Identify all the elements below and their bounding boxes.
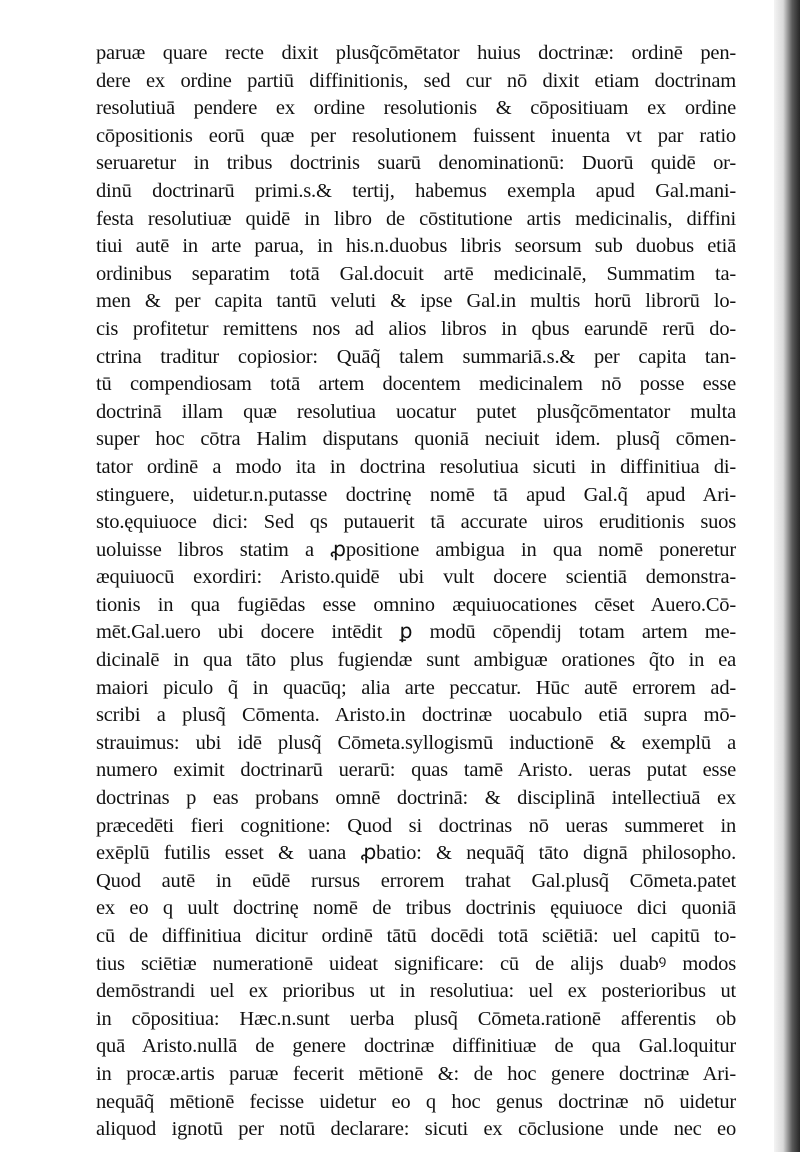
text-line: in procæ.artis paruæ fecerit mētionē &: de hoc genere doctrinæ Ari-: [96, 1062, 736, 1085]
text-line: stinguere, uidetur.n.putasse doctrinę nomē tā apud Gal.q̃ apud Ari-: [96, 483, 736, 506]
text-line: in cōpositiua: Hæc.n.sunt uerba plusq̃ Cōmeta.rationē afferentis ob: [96, 1007, 736, 1030]
text-line: maiori piculo q̃ in quacūq; alia arte peccatur. Hūc autē errorem ad-: [96, 676, 736, 699]
text-line: resolutiuā pendere ex ordine resolutionis & cōpositiuam ex ordine: [96, 97, 736, 120]
text-line: præcedēti fieri cognitione: Quod si doctrinas nō ueras summeret in: [96, 814, 736, 837]
text-line: seruaretur in tribus doctrinis suarū denominationū: Duorū quidē or-: [96, 152, 736, 175]
text-line: nequāq̃ mētionē fecisse uidetur eo q hoc genus doctrinæ nō uidetur: [96, 1090, 736, 1113]
text-line: super hoc cōtra Halim disputans quoniā neciuit idem. plusq̃ cōmen-: [96, 428, 736, 451]
text-line: cis profitetur remittens nos ad alios libros in qbus earundē rerū do-: [96, 317, 736, 340]
text-line: doctrinas p eas probans omnē doctrinā: & disciplinā intellectiuā ex: [96, 787, 736, 810]
text-line: exēplū futilis esset & uana ꝓbatio: & nequāq̃ tāto dignā philosopho.: [96, 842, 736, 865]
text-line: cū de diffinitiua dicitur ordinē tātū docēdi totā sciētiā: uel capitū to-: [96, 925, 736, 947]
text-line: ordinibus separatim totā Gal.docuit artē medicinalē, Summatim ta-: [96, 262, 736, 285]
text-line: numero eximit doctrinarū uerarū: quas tamē Aristo. ueras putat esse: [96, 759, 736, 782]
text-line: tiui autē in arte parua, in his.n.duobus libris seorsum sub duobus etiā: [96, 235, 736, 258]
text-line: paruæ quare recte dixit plusq̃cōmētator huius doctrinæ: ordinē pen-: [96, 42, 736, 64]
text-line: sto.ęquiuoce dici: Sed qs putauerit tā accurate uiros eruditionis suos: [96, 511, 736, 534]
text-line: tius sciētiæ numerationē uideat significare: cū de alijs duabꝰ modos: [96, 952, 736, 975]
text-line: ex eo q uult doctrinę nomē de tribus doctrinis ęquiuoce dici quoniā: [96, 897, 736, 920]
text-line: festa resolutiuæ quidē in libro de cōstitutione artis medicinalis, diffini: [96, 207, 736, 230]
text-line: demōstrandi uel ex prioribus ut in resolutiua: uel ex posterioribus ut: [96, 980, 736, 1003]
text-line: quā Aristo.nullā de genere doctrinæ diffinitiuæ de qua Gal.loquitur: [96, 1035, 736, 1058]
text-line: dicinalē in qua tāto plus fugiendæ sunt ambiguæ orationes q̃to in ea: [96, 649, 736, 672]
text-line: dere ex ordine partiū diffinitionis, sed cur nō dixit etiam doctrinam: [96, 69, 736, 92]
text-line: scribi a plusq̃ Cōmenta. Aristo.in doctrinæ uocabulo etiā supra mō-: [96, 704, 736, 727]
text-line: tū compendiosam totā artem docentem medicinalem nō posse esse: [96, 373, 736, 396]
text-line: ctrina traditur copiosior: Quāq̃ talem summariā.s.& per capita tan-: [96, 345, 736, 368]
text-line: men & per capita tantū veluti & ipse Gal.in multis horū librorū lo-: [96, 290, 736, 313]
text-line: mēt.Gal.uero ubi docere intēdit ꝑ modū cōpendij totam artem me-: [96, 621, 736, 644]
text-line: cōpositionis eorū quæ per resolutionem fuissent inuenta vt par ratio: [96, 124, 736, 147]
text-line: dinū doctrinarū primi.s.& tertij, habemus exempla apud Gal.mani-: [96, 179, 736, 202]
latin-text-block: [96, 40, 736, 1144]
text-line: strauimus: ubi idē plusq̃ Cōmeta.syllogismū inductionē & exemplū a: [96, 731, 736, 754]
page-gutter-shadow: [774, 0, 800, 1152]
text-line: tionis in qua fugiēdas esse omnino æquiuocationes cēset Auero.Cō-: [96, 593, 736, 616]
text-line: uoluisse libros statim a ꝓpositione ambigua in qua nomē poneretur: [96, 538, 736, 561]
text-line: aliquod ignotū per notū declarare: sicuti ex cōclusione unde nec eo: [96, 1118, 736, 1141]
text-line: tator ordinē a modo ita in doctrina resolutiua sicuti in diffinitiua di-: [96, 455, 736, 478]
text-line: æquiuocū exordiri: Aristo.quidē ubi vult docere scientiā demonstra-: [96, 566, 736, 589]
text-line: Quod autē in eūdē rursus errorem trahat Gal.plusq̃ Cōmeta.patet: [96, 869, 736, 892]
text-line: doctrinā illam quæ resolutiua uocatur putet plusq̃cōmentator multa: [96, 400, 736, 423]
